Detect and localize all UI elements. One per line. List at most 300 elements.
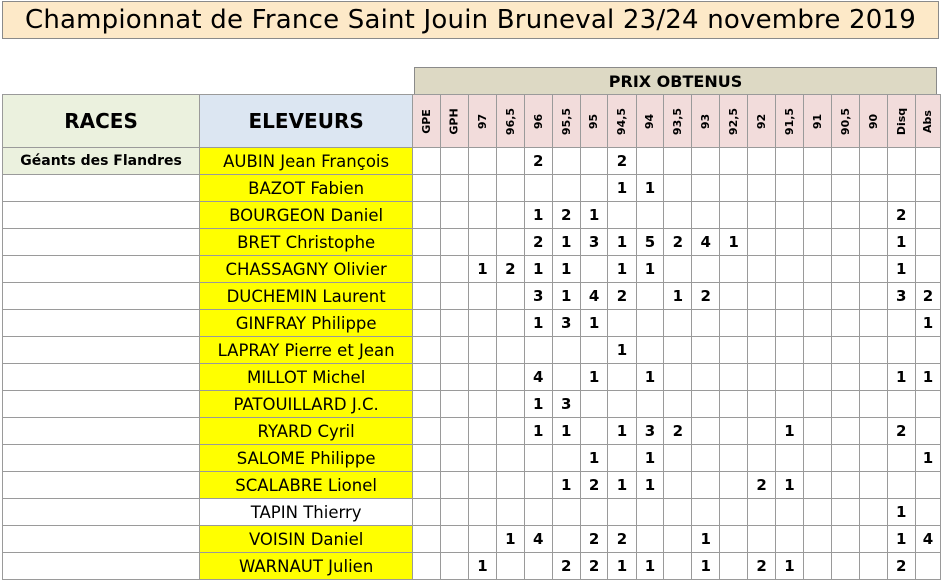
prize-count-cell	[748, 364, 776, 391]
prize-count-cell: 1	[608, 418, 636, 445]
prize-count-cell	[636, 526, 664, 553]
prize-count-cell	[664, 202, 692, 229]
prize-count-cell	[496, 175, 524, 202]
prize-count-cell	[720, 526, 748, 553]
prize-count-cell	[831, 202, 859, 229]
prize-count-cell	[580, 499, 608, 526]
prize-count-cell: 1	[915, 445, 940, 472]
prize-count-cell	[580, 418, 608, 445]
prize-count-cell	[608, 202, 636, 229]
prize-count-cell	[469, 229, 497, 256]
prize-count-cell	[413, 472, 441, 499]
prize-count-cell	[831, 283, 859, 310]
prize-column-label: 93,5	[671, 107, 685, 135]
prize-count-cell	[859, 445, 887, 472]
prize-count-cell: 1	[887, 256, 915, 283]
prize-count-cell	[831, 256, 859, 283]
prize-count-cell: 1	[496, 526, 524, 553]
prize-count-cell	[720, 391, 748, 418]
prize-count-cell	[413, 229, 441, 256]
prize-count-cell	[608, 391, 636, 418]
prize-count-cell: 1	[608, 553, 636, 580]
table-row	[3, 418, 941, 445]
prize-count-cell	[720, 310, 748, 337]
prize-count-cell	[748, 499, 776, 526]
prize-count-cell	[524, 337, 552, 364]
prize-count-cell: 1	[636, 256, 664, 283]
prize-count-cell	[496, 337, 524, 364]
prize-count-cell: 1	[469, 256, 497, 283]
race-cell	[3, 175, 200, 202]
race-cell	[3, 472, 200, 499]
prize-count-cell: 2	[608, 148, 636, 175]
prize-count-cell	[720, 337, 748, 364]
breeder-name: CHASSAGNY Olivier	[200, 256, 413, 283]
prize-count-cell: 3	[524, 283, 552, 310]
prize-column-label: 95,5	[559, 107, 573, 135]
prize-count-cell: 1	[580, 310, 608, 337]
table-row	[3, 553, 941, 580]
prize-count-cell: 1	[915, 310, 940, 337]
prize-column-label: 90,5	[838, 107, 852, 135]
prize-count-cell	[664, 175, 692, 202]
race-cell	[3, 229, 200, 256]
prize-count-cell	[915, 175, 940, 202]
prize-count-cell	[441, 202, 469, 229]
prize-count-cell: 2	[748, 472, 776, 499]
prize-count-cell	[496, 229, 524, 256]
prize-count-cell	[887, 310, 915, 337]
prize-count-cell: 1	[636, 445, 664, 472]
prize-count-cell	[692, 337, 720, 364]
prize-count-cell	[804, 202, 832, 229]
prize-count-cell: 4	[692, 229, 720, 256]
prize-column-header	[469, 95, 497, 148]
prize-count-cell	[831, 229, 859, 256]
prize-count-cell	[496, 553, 524, 580]
prize-count-cell	[720, 256, 748, 283]
prize-column-label: 97	[475, 113, 489, 129]
prize-count-cell: 2	[524, 148, 552, 175]
breeder-name: PATOUILLARD J.C.	[200, 391, 413, 418]
prize-count-cell	[748, 175, 776, 202]
prize-count-cell: 1	[608, 256, 636, 283]
prize-count-cell	[469, 310, 497, 337]
prize-count-cell	[859, 283, 887, 310]
prize-count-cell	[692, 148, 720, 175]
prize-count-cell	[720, 202, 748, 229]
prize-count-cell: 1	[636, 175, 664, 202]
table-row	[3, 256, 941, 283]
prize-count-cell	[831, 364, 859, 391]
prize-count-cell	[915, 229, 940, 256]
prize-count-cell: 1	[887, 526, 915, 553]
prize-count-cell	[552, 175, 580, 202]
prize-count-cell	[804, 175, 832, 202]
prize-count-cell	[692, 472, 720, 499]
prize-count-cell	[441, 364, 469, 391]
prize-count-cell: 2	[692, 283, 720, 310]
prize-count-cell: 1	[915, 364, 940, 391]
prize-count-cell	[413, 553, 441, 580]
prize-count-cell	[580, 256, 608, 283]
prize-count-cell: 1	[552, 472, 580, 499]
prize-count-cell	[496, 472, 524, 499]
prize-count-cell	[720, 283, 748, 310]
prize-count-cell: 1	[887, 364, 915, 391]
prize-column-header	[580, 95, 608, 148]
race-cell	[3, 499, 200, 526]
prize-count-cell	[775, 364, 803, 391]
prize-count-cell: 3	[636, 418, 664, 445]
prize-count-cell	[664, 499, 692, 526]
prize-count-cell: 4	[580, 283, 608, 310]
prize-count-cell: 2	[887, 553, 915, 580]
prize-count-cell	[441, 175, 469, 202]
prize-count-cell: 2	[887, 202, 915, 229]
prize-column-label: Abs	[921, 109, 935, 133]
results-table	[2, 94, 941, 580]
prize-column-label: GPE	[420, 108, 434, 134]
prize-count-cell	[664, 337, 692, 364]
prize-column-header	[804, 95, 832, 148]
prize-count-cell	[775, 526, 803, 553]
table-row	[3, 202, 941, 229]
prize-count-cell	[441, 391, 469, 418]
prize-count-cell	[692, 445, 720, 472]
race-cell: Géants des Flandres	[3, 148, 200, 175]
prize-count-cell	[469, 391, 497, 418]
breeder-name: VOISIN Daniel	[200, 526, 413, 553]
prize-count-cell	[720, 148, 748, 175]
prize-count-cell	[552, 526, 580, 553]
prize-count-cell	[469, 175, 497, 202]
prize-count-cell	[496, 148, 524, 175]
prize-count-cell	[441, 553, 469, 580]
prize-count-cell	[775, 283, 803, 310]
prize-count-cell: 1	[608, 229, 636, 256]
prize-count-cell	[775, 148, 803, 175]
prize-count-cell: 2	[580, 526, 608, 553]
prize-count-cell	[469, 148, 497, 175]
prize-count-cell	[804, 391, 832, 418]
prize-count-cell: 1	[664, 283, 692, 310]
prize-count-cell	[775, 445, 803, 472]
prize-count-cell	[441, 499, 469, 526]
prize-count-cell	[441, 472, 469, 499]
prize-count-cell	[664, 256, 692, 283]
prize-count-cell: 1	[469, 553, 497, 580]
prize-count-cell	[775, 175, 803, 202]
prize-count-cell: 1	[524, 202, 552, 229]
prize-count-cell	[720, 553, 748, 580]
prize-count-cell	[804, 364, 832, 391]
prize-count-cell	[524, 553, 552, 580]
prize-count-cell	[413, 445, 441, 472]
prize-column-header	[720, 95, 748, 148]
prize-count-cell	[804, 553, 832, 580]
race-cell	[3, 418, 200, 445]
prize-count-cell	[413, 418, 441, 445]
table-row	[3, 526, 941, 553]
prize-count-cell	[831, 499, 859, 526]
breeder-name: BRET Christophe	[200, 229, 413, 256]
prize-count-cell	[441, 526, 469, 553]
prize-count-cell	[441, 337, 469, 364]
prize-count-cell: 1	[608, 337, 636, 364]
breeder-name: BAZOT Fabien	[200, 175, 413, 202]
prize-column-header	[915, 95, 940, 148]
prize-column-label: 96	[531, 113, 545, 129]
table-row	[3, 310, 941, 337]
breeder-name: SCALABRE Lionel	[200, 472, 413, 499]
prize-count-cell	[413, 310, 441, 337]
prize-count-cell	[859, 175, 887, 202]
breeder-name: DUCHEMIN Laurent	[200, 283, 413, 310]
prize-column-label: 90	[866, 113, 880, 129]
prize-count-cell	[804, 310, 832, 337]
prize-count-cell	[804, 283, 832, 310]
prize-count-cell	[580, 175, 608, 202]
prize-count-cell	[496, 283, 524, 310]
breeder-name: TAPIN Thierry	[200, 499, 413, 526]
prize-count-cell	[608, 364, 636, 391]
prize-column-header	[831, 95, 859, 148]
prize-count-cell	[469, 202, 497, 229]
prize-count-cell: 1	[887, 229, 915, 256]
prize-count-cell	[887, 337, 915, 364]
race-cell	[3, 256, 200, 283]
prize-count-cell	[441, 445, 469, 472]
table-row	[3, 175, 941, 202]
prize-count-cell	[887, 445, 915, 472]
prize-count-cell	[775, 256, 803, 283]
prize-count-cell: 2	[608, 526, 636, 553]
prize-count-cell	[915, 202, 940, 229]
prize-count-cell: 1	[552, 283, 580, 310]
prize-count-cell	[831, 391, 859, 418]
prize-count-cell: 1	[580, 202, 608, 229]
breeder-name: MILLOT Michel	[200, 364, 413, 391]
prize-count-cell	[859, 391, 887, 418]
prize-count-cell	[720, 364, 748, 391]
prize-count-cell	[831, 445, 859, 472]
prize-count-cell: 2	[915, 283, 940, 310]
eleveurs-column-header: ELEVEURS	[200, 95, 413, 148]
prize-column-header	[413, 95, 441, 148]
races-column-header: RACES	[3, 95, 200, 148]
race-cell	[3, 310, 200, 337]
prize-count-cell	[524, 445, 552, 472]
prize-count-cell	[413, 526, 441, 553]
breeder-name: RYARD Cyril	[200, 418, 413, 445]
prize-count-cell: 3	[552, 310, 580, 337]
header-row	[3, 95, 941, 148]
prize-count-cell: 1	[636, 553, 664, 580]
prize-count-cell: 2	[580, 553, 608, 580]
prize-count-cell	[887, 175, 915, 202]
prize-count-cell	[441, 418, 469, 445]
prize-count-cell	[748, 283, 776, 310]
table-row	[3, 283, 941, 310]
table-row	[3, 472, 941, 499]
prize-count-cell	[524, 472, 552, 499]
prize-count-cell	[887, 391, 915, 418]
prize-count-cell	[748, 310, 776, 337]
prize-count-cell	[887, 148, 915, 175]
race-cell	[3, 364, 200, 391]
prize-count-cell: 2	[524, 229, 552, 256]
prize-count-cell	[441, 229, 469, 256]
prize-count-cell	[413, 283, 441, 310]
prize-count-cell	[496, 364, 524, 391]
table-row	[3, 499, 941, 526]
prize-count-cell	[775, 310, 803, 337]
prize-count-cell	[720, 175, 748, 202]
race-cell	[3, 553, 200, 580]
prize-count-cell	[748, 229, 776, 256]
race-cell	[3, 526, 200, 553]
prize-count-cell	[804, 256, 832, 283]
prize-column-header	[748, 95, 776, 148]
prize-count-cell	[748, 337, 776, 364]
prize-count-cell: 2	[748, 553, 776, 580]
prize-count-cell	[413, 175, 441, 202]
prize-count-cell	[775, 391, 803, 418]
race-cell	[3, 337, 200, 364]
prize-count-cell	[775, 229, 803, 256]
prize-count-cell	[748, 391, 776, 418]
prize-count-cell	[413, 202, 441, 229]
prize-count-cell	[692, 499, 720, 526]
prize-count-cell	[831, 148, 859, 175]
prize-column-header	[524, 95, 552, 148]
prize-count-cell	[720, 445, 748, 472]
prize-count-cell	[915, 553, 940, 580]
prize-count-cell	[748, 445, 776, 472]
breeder-name: WARNAUT Julien	[200, 553, 413, 580]
prize-count-cell	[831, 553, 859, 580]
prize-count-cell	[636, 337, 664, 364]
prize-count-cell	[636, 391, 664, 418]
prize-count-cell: 3	[580, 229, 608, 256]
prize-count-cell	[804, 337, 832, 364]
prize-count-cell	[748, 526, 776, 553]
prize-count-cell	[915, 337, 940, 364]
prize-count-cell: 1	[775, 472, 803, 499]
prize-count-cell	[859, 310, 887, 337]
prize-count-cell	[469, 283, 497, 310]
prize-count-cell	[608, 310, 636, 337]
breeder-name: AUBIN Jean François	[200, 148, 413, 175]
prize-column-label: 91,5	[782, 107, 796, 135]
prize-count-cell	[469, 445, 497, 472]
prize-count-cell	[692, 418, 720, 445]
prize-count-cell	[469, 499, 497, 526]
prize-column-header	[664, 95, 692, 148]
prize-count-cell: 3	[887, 283, 915, 310]
prize-count-cell	[441, 283, 469, 310]
prize-count-cell	[915, 256, 940, 283]
table-row	[3, 364, 941, 391]
table-body	[3, 148, 941, 580]
prize-count-cell	[636, 148, 664, 175]
prize-count-cell: 1	[552, 256, 580, 283]
prize-column-label: 92,5	[727, 107, 741, 135]
prize-count-cell	[496, 310, 524, 337]
prize-count-cell	[441, 256, 469, 283]
prize-count-cell	[664, 526, 692, 553]
prize-count-cell	[552, 337, 580, 364]
prize-count-cell	[552, 364, 580, 391]
prize-count-cell	[859, 472, 887, 499]
prize-column-label: 92	[755, 113, 769, 129]
prize-column-header	[496, 95, 524, 148]
prize-column-header	[608, 95, 636, 148]
prize-column-label: 91	[810, 113, 824, 129]
prize-count-cell	[580, 337, 608, 364]
prize-count-cell: 1	[636, 472, 664, 499]
prize-count-cell: 1	[580, 445, 608, 472]
prize-count-cell	[496, 445, 524, 472]
race-cell	[3, 391, 200, 418]
prize-count-cell	[413, 391, 441, 418]
prize-count-cell	[413, 148, 441, 175]
prize-count-cell	[496, 418, 524, 445]
prize-count-cell	[748, 256, 776, 283]
prize-count-cell: 1	[524, 418, 552, 445]
prize-count-cell: 1	[524, 256, 552, 283]
prize-count-cell	[636, 202, 664, 229]
prize-count-cell: 2	[552, 202, 580, 229]
table-row	[3, 391, 941, 418]
prize-count-cell	[915, 148, 940, 175]
prize-count-cell	[496, 499, 524, 526]
breeder-name: BOURGEON Daniel	[200, 202, 413, 229]
prize-count-cell	[859, 148, 887, 175]
prize-count-cell	[664, 391, 692, 418]
prize-column-label: 93	[699, 113, 713, 129]
prize-count-cell: 1	[775, 553, 803, 580]
prize-count-cell	[469, 418, 497, 445]
prize-column-header	[552, 95, 580, 148]
prize-count-cell	[748, 148, 776, 175]
prize-count-cell	[664, 445, 692, 472]
prize-count-cell	[580, 391, 608, 418]
prize-count-cell	[831, 418, 859, 445]
prize-count-cell	[859, 229, 887, 256]
prize-count-cell	[469, 526, 497, 553]
prize-column-header	[636, 95, 664, 148]
prize-count-cell	[664, 472, 692, 499]
prize-count-cell	[720, 499, 748, 526]
prize-column-header	[887, 95, 915, 148]
prize-count-cell	[804, 526, 832, 553]
prize-column-header	[692, 95, 720, 148]
prize-column-label: GPH	[448, 107, 462, 135]
prize-count-cell	[859, 418, 887, 445]
prize-count-cell: 1	[552, 229, 580, 256]
prize-count-cell: 1	[775, 418, 803, 445]
prize-count-cell	[859, 337, 887, 364]
table-row	[3, 337, 941, 364]
prize-count-cell	[664, 364, 692, 391]
prize-count-cell	[831, 472, 859, 499]
prize-count-cell	[441, 148, 469, 175]
prize-column-header	[859, 95, 887, 148]
prize-count-cell	[692, 310, 720, 337]
prize-count-cell	[859, 499, 887, 526]
